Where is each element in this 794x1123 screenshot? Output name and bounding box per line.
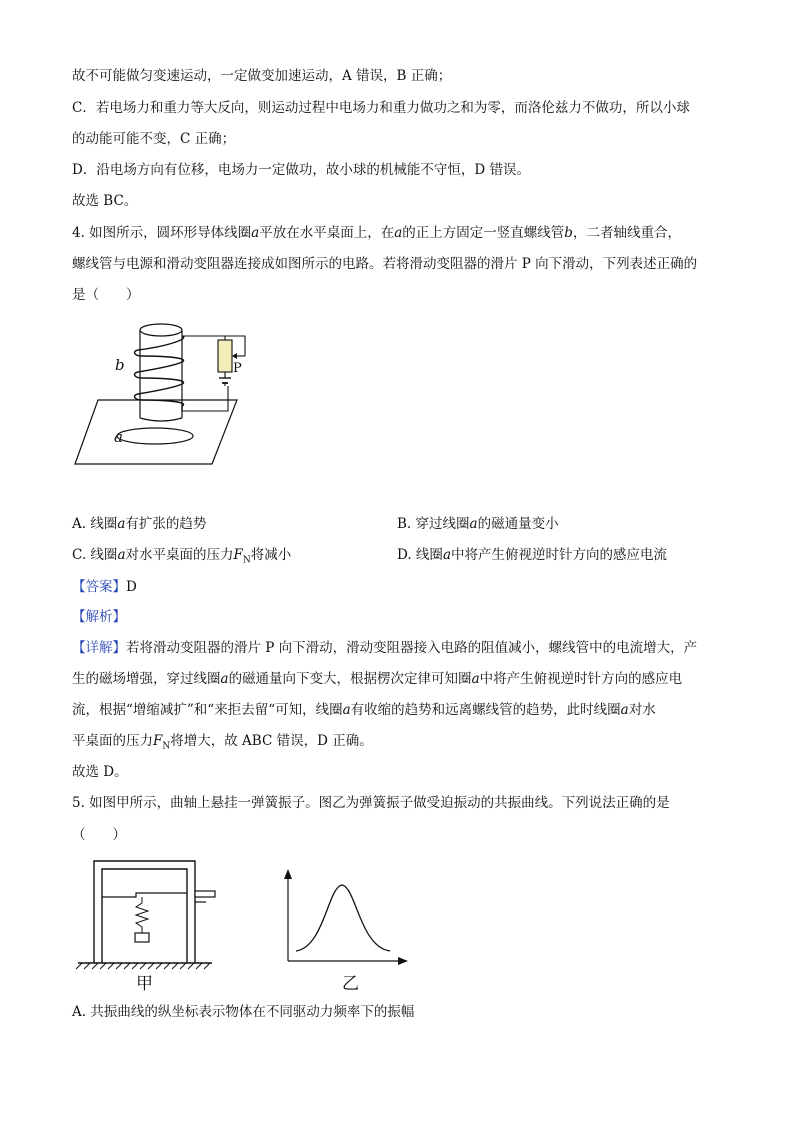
rheostat (218, 340, 232, 372)
answer-line: 【答案】D (72, 579, 137, 595)
resonance-figure (272, 855, 412, 995)
label-a: a (114, 428, 123, 446)
option-a: A. 线圈a有扩张的趋势 (72, 516, 207, 532)
text-line: D．沿电场方向有位移，电场力一定做功，故小球的机械能不守恒，D 错误。 (72, 162, 530, 178)
text-line: C．若电场力和重力等大反向，则运动过程中电场力和重力做功之和为零，而洛伦兹力不做功，所以小球 (72, 100, 690, 116)
detail-line-3: 流，根据“增缩减扩”和“来拒去留“可知，线圈a有收缩的趋势和远离螺线管的趋势，此时线圈a对水 (72, 702, 656, 718)
q4-stem-line-1: 4. 如图所示，圆环形导体线圈a平放在水平桌面上，在a的正上方固定一竖直螺线管b，二者轴线重合， (72, 225, 681, 241)
text-line: 故不可能做匀变速运动，一定做变加速运动，A 错误，B 正确； (72, 68, 452, 84)
label-yi: 乙 (342, 974, 359, 994)
q5-stem-line-2: （ ） (72, 827, 126, 843)
crank (102, 893, 187, 897)
solenoid-figure (70, 318, 270, 468)
label-p: P (233, 361, 242, 376)
q4-stem-line-2: 螺线管与电源和滑动变阻器连接成如图所示的电路。若将滑动变阻器的滑片 P 向下滑动，下列表述正确的 (72, 256, 698, 272)
crank-figure (72, 855, 232, 995)
table-plane (75, 400, 237, 464)
option-c: C. 线圈a对水平桌面的压力$F_N$将减小 (72, 547, 292, 566)
label-b: b (115, 356, 125, 374)
q5-stem-line-1: 5. 如图甲所示，曲轴上悬挂一弹簧振子。图乙为弹簧振子做受迫振动的共振曲线。下列说法正确的是 (72, 795, 670, 811)
label-jia: 甲 (136, 974, 153, 994)
slider-arrow (232, 353, 237, 359)
mass (135, 933, 149, 942)
q5-option-a: A. 共振曲线的纵坐标表示物体在不同驱动力频率下的振幅 (72, 1004, 415, 1020)
detail-line-2: 生的磁场增强，穿过线圈a的磁通量向下变大，根据楞次定律可知圈a中将产生俯视逆时针方向的感应电 (72, 671, 683, 687)
text-line: 的动能可能不变，C 正确； (72, 131, 236, 147)
option-d: D. 线圈a中将产生俯视逆时针方向的感应电流 (397, 547, 667, 563)
ring-a (117, 428, 193, 444)
detail-line-1: 【详解】若将滑动变阻器的滑片 P 向下滑动，滑动变阻器接入电路的阻值减小，螺线管中的电流增大，产 (72, 640, 698, 656)
analysis-line: 【解析】 (72, 609, 126, 625)
detail-line-4: 平桌面的压力$F_N$将增大，故 ABC 错误，D 正确。 (72, 733, 373, 752)
ground-hatch (76, 963, 210, 969)
text-line: 故选 BC。 (72, 193, 138, 209)
q4-stem-line-3: 是（ ） (72, 287, 140, 303)
option-b: B. 穿过线圈a的磁通量变小 (397, 516, 559, 532)
resonance-curve (296, 885, 390, 951)
choose-line: 故选 D。 (72, 764, 128, 780)
spring (136, 897, 148, 933)
